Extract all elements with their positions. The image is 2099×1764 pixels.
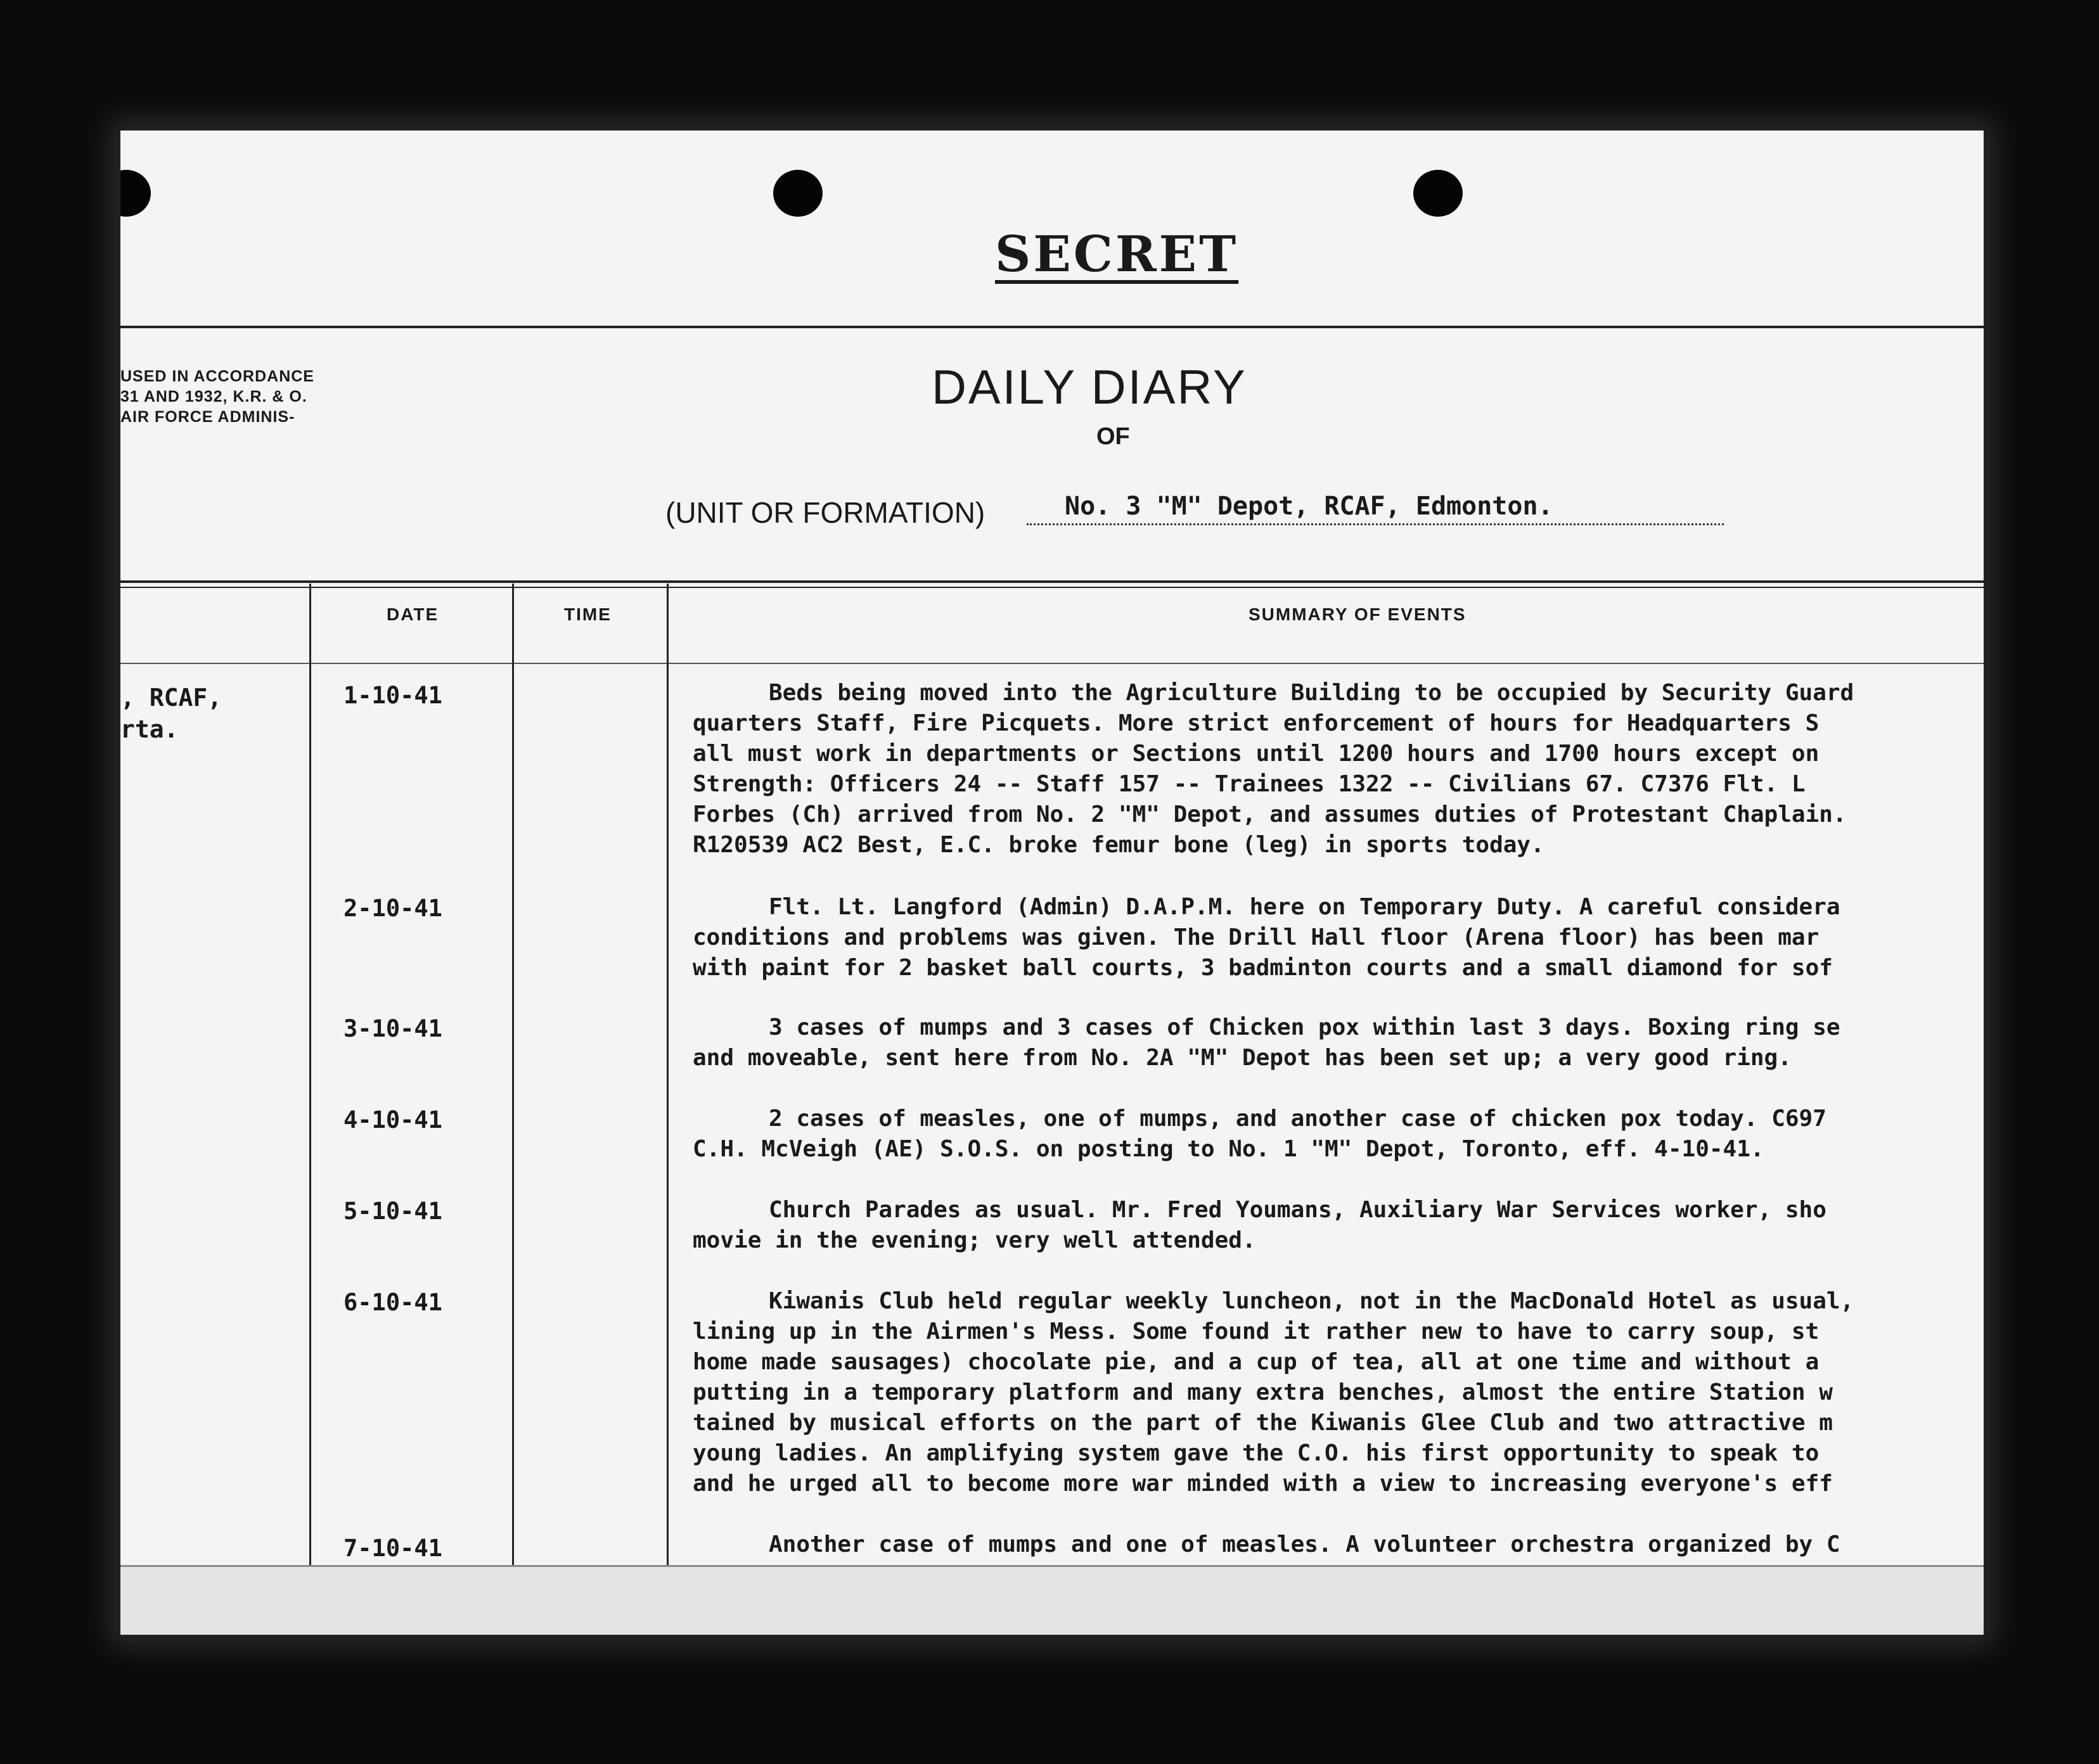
summary-line: putting in a temporary platform and many extra benches, almost the entire Station w xyxy=(693,1379,1833,1405)
punch-hole-left xyxy=(120,170,151,217)
summary-column-left-rule xyxy=(667,584,669,1635)
entry-date: 2-10-41 xyxy=(343,895,442,922)
summary-line: and he urged all to become more war minded with a view to increasing everyone's eff xyxy=(693,1471,1833,1497)
summary-line: and moveable, sent here from No. 2A "M" Depot has been set up; a very good ring. xyxy=(693,1045,1792,1071)
entry-date: 6-10-41 xyxy=(343,1289,442,1316)
summary-line: lining up in the Airmen's Mess. Some found it rather new to have to carry soup, st xyxy=(693,1319,1820,1345)
date-column-header: DATE xyxy=(387,604,439,624)
summary-line: movie in the evening; very well attended. xyxy=(693,1227,1256,1253)
summary-line: Church Parades as usual. Mr. Fred Youmans, Auxiliary War Services worker, sho xyxy=(769,1197,1826,1223)
time-column-header: TIME xyxy=(564,604,612,624)
unit-label: (UNIT OR FORMATION) xyxy=(665,496,985,529)
summary-line: young ladies. An amplifying system gave the C.O. his first opportunity to speak to xyxy=(693,1440,1820,1466)
entry-summary xyxy=(693,1195,1984,1256)
table-top-rule-2 xyxy=(120,587,1984,588)
summary-line: Beds being moved into the Agriculture Building to be occupied by Security Guard xyxy=(769,680,1854,706)
summary-column-header: SUMMARY OF EVENTS xyxy=(1248,604,1467,624)
authority-line-2: 31 AND 1932, K.R. & O. xyxy=(120,388,307,406)
entry-date: 5-10-41 xyxy=(343,1198,442,1225)
page-bottom-margin xyxy=(120,1565,1984,1635)
summary-line: Flt. Lt. Langford (Admin) D.A.P.M. here on Temporary Duty. A careful considera xyxy=(769,894,1840,920)
summary-line: Another case of mumps and one of measles. A volunteer orchestra organized by C xyxy=(769,1531,1840,1557)
time-column-left-rule xyxy=(512,584,514,1635)
summary-line: 2 cases of measles, one of mumps, and another case of chicken pox today. C697 xyxy=(769,1106,1826,1132)
place-line: rta. xyxy=(120,715,179,743)
column-header-rule xyxy=(120,663,1984,664)
of-label: OF xyxy=(1096,423,1130,450)
unit-value: No. 3 "M" Depot, RCAF, Edmonton. xyxy=(1027,492,1724,525)
header-divider xyxy=(120,326,1984,328)
entry-summary xyxy=(693,1530,1984,1560)
summary-line: quarters Staff, Fire Picquets. More strict enforcement of hours for Headquarters S xyxy=(693,710,1820,736)
page-title: DAILY DIARY xyxy=(932,361,1247,414)
summary-line: 3 cases of mumps and 3 cases of Chicken pox within last 3 days. Boxing ring se xyxy=(769,1014,1840,1040)
entry-date: 3-10-41 xyxy=(343,1015,442,1042)
authority-line-1: USED IN ACCORDANCE xyxy=(120,368,314,385)
summary-line: with paint for 2 basket ball courts, 3 badminton courts and a small diamond for sof xyxy=(693,955,1833,981)
summary-line: Forbes (Ch) arrived from No. 2 "M" Depot, and assumes duties of Protestant Chaplain. xyxy=(693,802,1847,828)
entry-summary xyxy=(693,1104,1984,1165)
summary-line: home made sausages) chocolate pie, and a cup of tea, all at one time and without a xyxy=(693,1349,1820,1375)
diary-page xyxy=(120,131,1984,1635)
entry-summary xyxy=(693,892,1984,983)
summary-line: Kiwanis Club held regular weekly luncheon, not in the MacDonald Hotel as usual, xyxy=(769,1288,1854,1314)
summary-line: R120539 AC2 Best, E.C. broke femur bone (leg) in sports today. xyxy=(693,832,1544,858)
entry-date: 4-10-41 xyxy=(343,1106,442,1134)
classification-heading: SECRET xyxy=(995,226,1239,283)
summary-line: all must work in departments or Sections until 1200 hours and 1700 hours except on xyxy=(693,741,1820,767)
summary-line: C.H. McVeigh (AE) S.O.S. on posting to No. 1 "M" Depot, Toronto, eff. 4-10-41. xyxy=(693,1136,1764,1162)
entry-date: 1-10-41 xyxy=(343,682,442,709)
punch-hole-right xyxy=(1413,170,1463,217)
place-line: , RCAF, xyxy=(120,684,222,712)
summary-line: tained by musical efforts on the part of the Kiwanis Glee Club and two attractive m xyxy=(693,1410,1833,1436)
authority-line-3: AIR FORCE ADMINIS- xyxy=(120,408,295,426)
date-column-left-rule xyxy=(309,584,311,1635)
entry-summary xyxy=(693,1286,1984,1499)
summary-line: conditions and problems was given. The Drill Hall floor (Arena floor) has been mar xyxy=(693,924,1820,950)
entry-summary xyxy=(693,678,1984,860)
entry-summary xyxy=(693,1013,1984,1073)
table-top-rule xyxy=(120,580,1984,583)
summary-line: Strength: Officers 24 -- Staff 157 -- Trainees 1322 -- Civilians 67. C7376 Flt. L xyxy=(693,771,1806,797)
place-column xyxy=(120,682,222,745)
punch-hole-center xyxy=(773,170,823,217)
entry-date: 7-10-41 xyxy=(343,1535,442,1562)
